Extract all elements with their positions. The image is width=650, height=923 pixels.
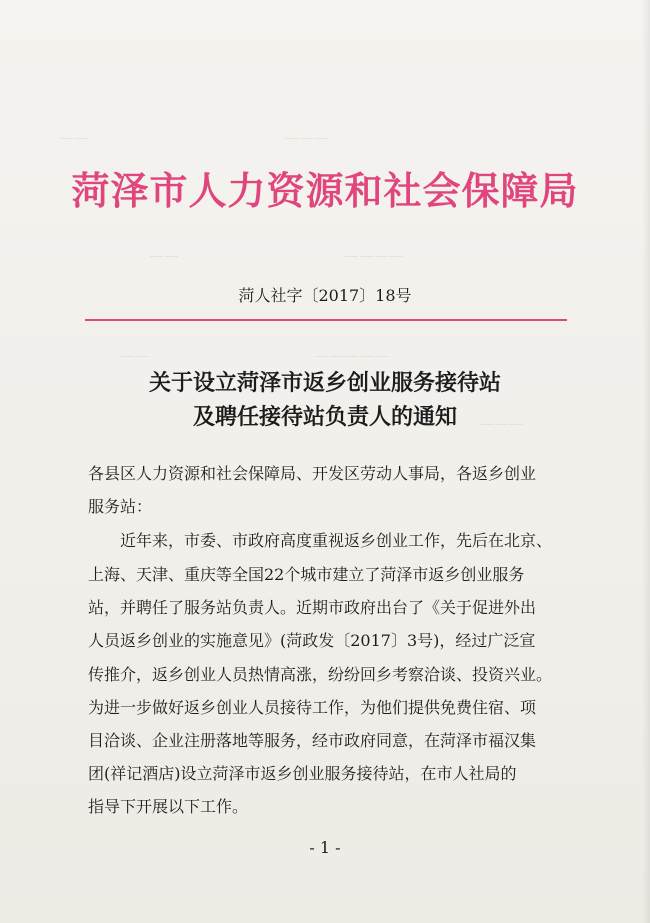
red-divider-line (85, 319, 567, 321)
notice-title-line-1: 关于设立菏泽市返乡创业服务接待站 (148, 370, 501, 396)
addressee-line: 各县区人力资源和社会保障局、开发区劳动人事局，各返乡创业 (88, 464, 537, 483)
show-through-mark: ＿＿ ＿＿＿ (60, 126, 331, 141)
body-paragraph-line: 指导下开展以下工作。 (88, 797, 249, 816)
body-paragraph-line: 团(祥记酒店)设立菏泽市返乡创业服务接待站，在市人社局的 (88, 764, 517, 783)
show-through-mark: ＿＿＿ (480, 412, 526, 427)
show-through-mark: ＿＿ ＿＿＿＿ (150, 244, 406, 259)
body-paragraph-line: 人员返乡创业的实施意见》(菏政发〔2017〕3号)，经过广泛宣 (88, 631, 536, 650)
notice-title-line-2: 及聘任接待站负责人的通知 (192, 404, 457, 430)
body-paragraph-line: 目洽谈、企业注册落地等服务，经市政府同意，在菏泽市福汉集 (88, 731, 537, 750)
body-paragraph-line: 为进一步做好返乡创业人员接待工作，为他们提供免费住宿、项 (88, 698, 537, 717)
addressee-line: 服务站： (88, 497, 153, 516)
letterhead: 菏泽市人力资源和社会保障局 (71, 168, 579, 213)
body-paragraph-line: 传推介，返乡创业人员热情高涨，纷纷回乡考察洽谈、投资兴业。 (88, 665, 553, 684)
page-number: - 1 - (309, 838, 341, 857)
document-number: 菏人社字〔2017〕18号 (238, 286, 412, 305)
body-paragraph-line: 站，并聘任了服务站负责人。近期市政府出台了《关于促进外出 (88, 598, 537, 617)
body-paragraph-line: 近年来，市委、市政府高度重视返乡创业工作，先后在北京、 (120, 531, 553, 550)
body-paragraph-line: 上海、天津、重庆等全国22个城市建立了菏泽市返乡创业服务 (88, 565, 525, 584)
show-through-mark: ＿＿ ＿＿＿＿＿ (120, 344, 391, 359)
page-edge-shadow (642, 0, 650, 923)
